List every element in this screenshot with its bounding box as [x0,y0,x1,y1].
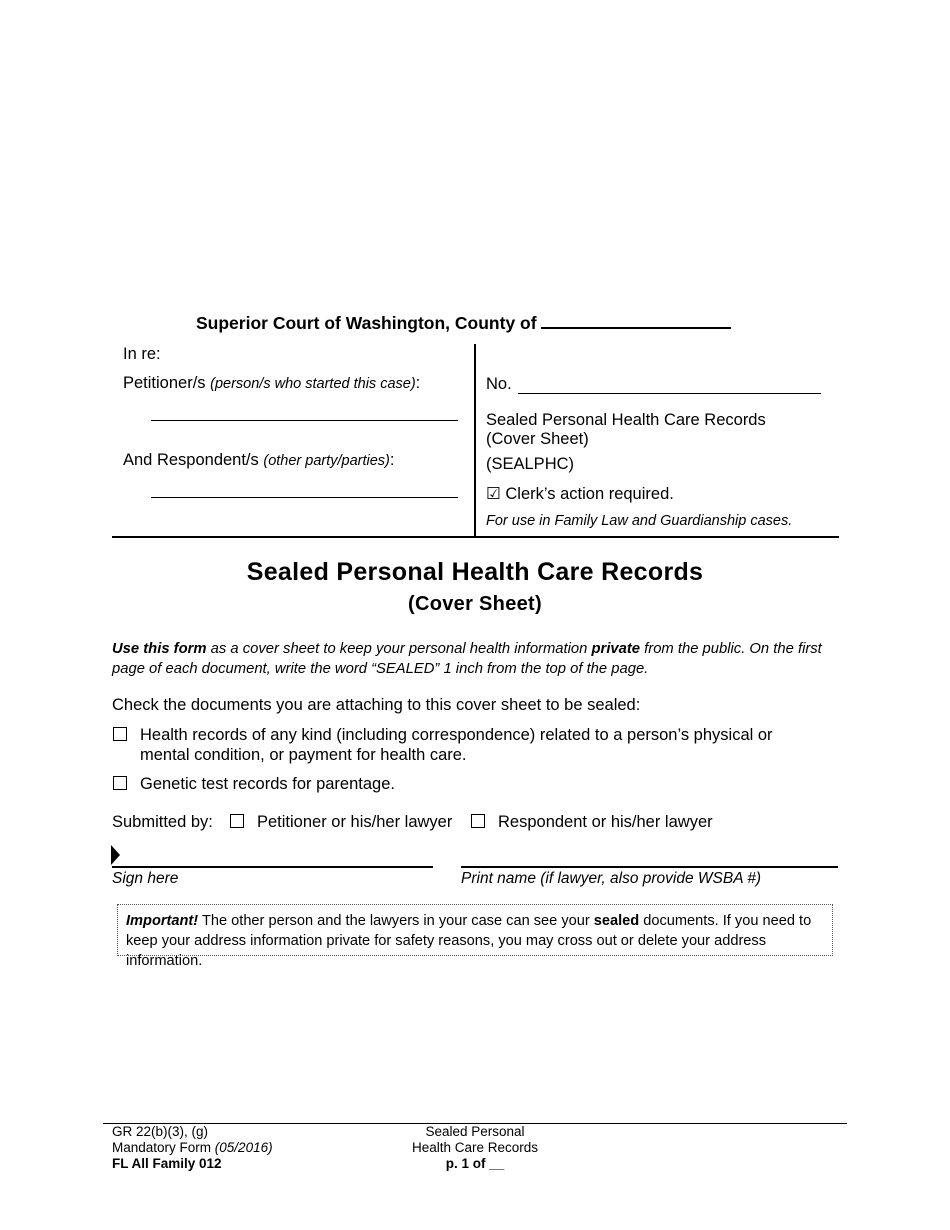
print-name-field[interactable] [461,866,838,868]
genetic-records-label: Genetic test records for parentage. [140,775,395,793]
signature-field[interactable] [112,866,433,868]
use-note: For use in Family Law and Guardianship cases. [486,513,793,529]
important-notice: Important! The other person and the lawyers in your case can see your sealed documents. If you need to keep your address information private for safety reasons, you may cross out or delete your address information. [117,904,833,956]
health-records-checkbox[interactable] [113,727,127,741]
petitioner-name-field[interactable] [151,420,458,421]
doc-title-line2: (Cover Sheet) [486,430,589,448]
court-title: Superior Court of Washington, County of [196,313,731,334]
print-name-label: Print name (if lawyer, also provide WSBA #) [461,870,762,887]
petitioner-hint: (person/s who started this case) [210,376,416,392]
footer-center: Sealed Personal Health Care Records p. 1 of __ [411,1124,539,1171]
petitioner-option-label: Petitioner or his/her lawyer [257,813,453,831]
respondent-label: And Respondent/s (other party/parties): [123,451,395,469]
doc-title-line1: Sealed Personal Health Care Records [486,411,766,429]
respondent-name-field[interactable] [151,497,458,498]
health-records-label: Health records of any kind (including correspondence) related to a person’s physical or mental condition, or payment for health care. [140,726,773,764]
case-number-label: No. [486,375,512,393]
respondent-option-label: Respondent or his/her lawyer [498,813,713,831]
sign-here-label: Sign here [112,870,179,887]
county-field[interactable] [541,315,731,329]
instructions: Use this form as a cover sheet to keep your personal health information private from the public. On the first page of each document, write the word “SEALED” 1 inch from the top of the page. [112,641,822,677]
petitioner-checkbox[interactable] [230,814,244,828]
clerk-action: ☑ Clerk’s action required. [486,485,674,503]
sign-arrow-icon [111,845,121,865]
genetic-records-checkbox[interactable] [113,776,127,790]
respondent-hint: (other party/parties) [263,453,390,469]
respondent-checkbox[interactable] [471,814,485,828]
in-re-label: In re: [123,345,161,363]
footer-left: GR 22(b)(3), (g) Mandatory Form (05/2016) FL All Family 012 [112,1124,273,1171]
petitioner-label: Petitioner/s (person/s who started this case): [123,374,421,392]
submitted-by-label: Submitted by: [112,813,213,831]
caption-divider [474,344,476,537]
form-subtitle: (Cover Sheet) [408,593,542,615]
form-title: Sealed Personal Health Care Records [246,558,704,586]
doc-code: (SEALPHC) [486,455,575,473]
case-number-field[interactable] [518,393,821,394]
caption-bottom-rule [112,536,839,538]
checked-box-icon: ☑ [486,485,501,503]
check-intro: Check the documents you are attaching to this cover sheet to be sealed: [112,696,641,714]
